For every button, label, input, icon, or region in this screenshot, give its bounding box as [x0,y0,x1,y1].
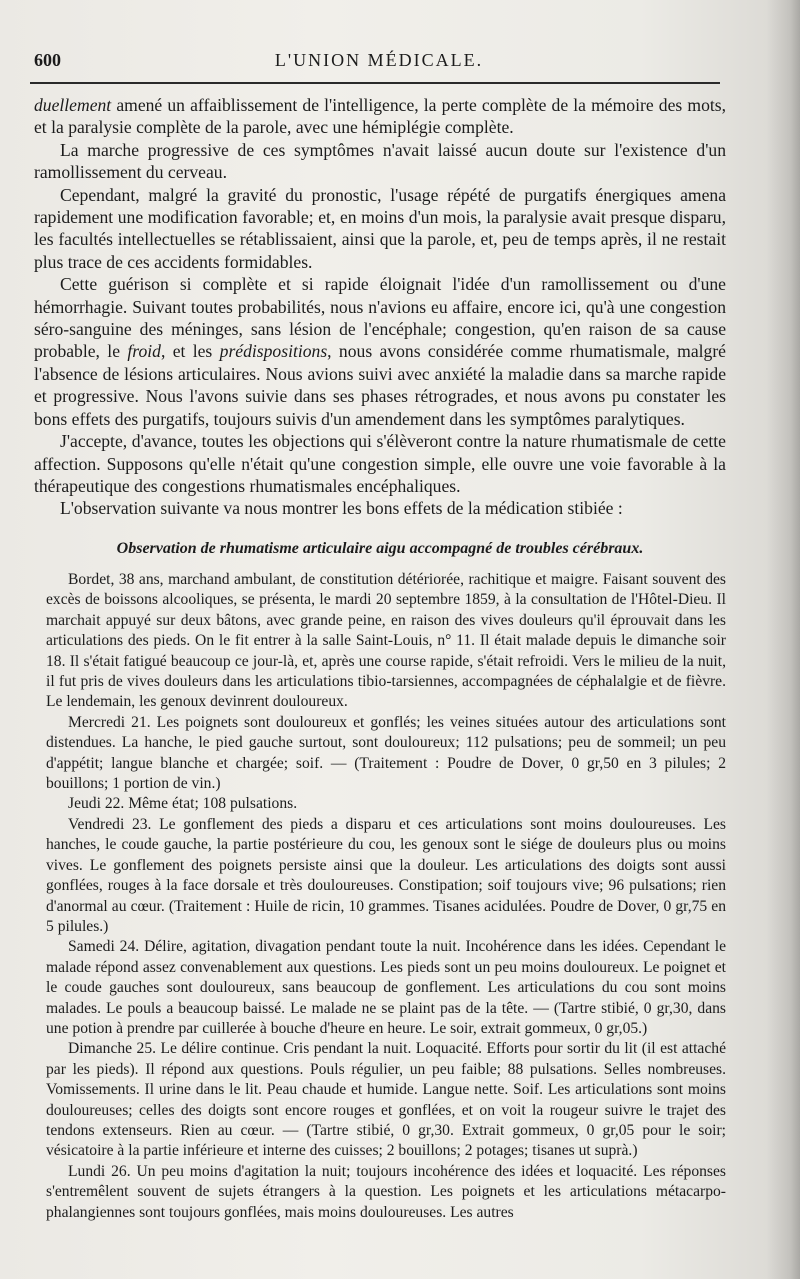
intro-text [34,94,726,520]
intro-paragraph-4-b: , et les [160,341,220,362]
observation-paragraph: Lundi 26. Un peu moins d'agitation la nuit; toujours incohérence des idées et loquacité. Les réponses s'entremêlent souvent de sujets étrangers à la question. Les poignets et les articulations métacarpo-phalangiennes sont toujours gonflées, mais moins douloureuses. Les autres [46,1162,726,1221]
observation-paragraph: Samedi 24. Délire, agitation, divagation pendant toute la nuit. Incohérence dans les idées. Cependant le malade répond assez convenablement aux questions. Les pieds sont un peu moins douloureux. Le poignet et le coude gauches sont douloureux, sans beaucoup de gonflement. Les articulations du cou sont moins malades. Le pouls a beaucoup baissé. Le malade ne se plaint pas de la tête. — (Tartre stibié, 0 gr,30, dans une potion à prendre par cuillerée à bouche d'heure en heure. Le soir, extrait gommeux, 0 gr,05.) [46,938,726,1037]
page-header [34,46,724,74]
intro-paragraph-4-c: , nous avons considérée comme rhumatismale, malgré l'absence de lésions articulaires. Nous avions suivi avec anxiété la maladie dans sa marche rapide et progressive. Nous l'avons suivie dans ses phases rétrogrades, et nous avons pu constater les bons effets des purgatifs, toujours suivis d'un amendement dans les symptômes paralytiques. [34,341,726,429]
intro-paragraph-4-a: Cette guérison si complète et si rapide éloignait l'idée d'un ramollissement ou d'une hémorrhagie. Suivant toutes probabilités, nous n'avions eu affaire, encore ici, qu'à une congestion séro-sanguine des méninges, sans lésion de l'encéphale; congestion, qu'en raison de sa cause probable, le [34,274,726,362]
intro-paragraph-5: J'accepte, d'avance, toutes les objections qui s'élèveront contre la nature rhumatismale de cette affection. Supposons qu'elle n'était qu'une congestion simple, elle ouvre une voie favorable à la thérapeutique des congestions rhumatismales encéphaliques. [34,431,726,496]
intro-paragraph-4 [34,273,726,430]
intro-paragraph-1 [34,94,726,139]
observation-paragraph: Jeudi 22. Même état; 108 pulsations. [68,795,298,813]
running-title: L'UNION MÉDICALE. [274,50,484,70]
page-number: 600 [34,50,61,70]
observation-title: Observation de rhumatisme articulaire aigu accompagné de troubles cérébraux. [116,540,644,557]
page-edge-shadow [766,0,800,1279]
header-rule [30,82,720,84]
intro-paragraph-6: L'observation suivante va nous montrer les bons effets de la médication stibiée : [60,498,623,519]
observation-paragraph: Bordet, 38 ans, marchand ambulant, de constitution détériorée, rachitique et maigre. Faisant souvent des excès de boissons alcooliques, se présenta, le mardi 20 septembre 1859, à la consultation de l'Hôtel-Dieu. Il marchait appuyé sur deux bâtons, avec grande peine, en raison des vives douleurs qu'il éprouvait dans les articulations des pieds. On le fit entrer à la salle Saint-Louis, n° 11. Il était malade depuis le dimanche soir 18. Il s'était fatigué beaucoup ce jour-là, et, après une course rapide, s'était refroidi. Vers le milieu de la nuit, il fut pris de vives douleurs dans les articulations tibio-tarsiennes, accompagnées de céphalalgie et de fièvre. Le lendemain, les genoux devinrent douloureux. [46,571,726,711]
observation-text [46,570,726,1223]
observation-paragraph: Dimanche 25. Le délire continue. Cris pendant la nuit. Loquacité. Efforts pour sortir du lit (il est attaché par les pieds). Il répond aux questions. Pouls régulier, un peu faible; 88 pulsations. Selles nombreuses. Vomissements. Il urine dans le lit. Peau chaude et humide. Langue nette. Soif. Les articulations sont moins douloureuses; celles des doigts sont encore rouges et gonflées, et on voit la rougeur suivre le trajet des tendons extenseurs. Rien au cœur. — (Tartre stibié, 0 gr,30. Extrait gommeux, 0 gr,05 pour le soir; vésicatoire à la partie inférieure et interne des cuisses; 2 bouillons; 2 potages; tisanes ut suprà.) [46,1040,726,1160]
intro-paragraph-2: La marche progressive de ces symptômes n'avait laissé aucun doute sur l'existence d'un ramollissement du cerveau. [34,139,726,183]
intro-paragraph-1-text: amené un affaiblissement de l'intelligence, la perte complète de la mémoire des mots, et la paralysie complète de la parole, avec une hémiplégie complète. [34,95,726,138]
observation-paragraph: Vendredi 23. Le gonflement des pieds a disparu et ces articulations sont moins douloureuses. Les hanches, le coude gauche, la partie postérieure du cou, les genoux sont le siége de douleurs plus ou moins vives. Le gonflement des poignets persiste ainsi que la douleur. Les articulations des doigts sont aussi gonflées, rouges à la face dorsale et très douloureuses. Constipation; soif toujours vive; 96 pulsations; rien d'anormal au cœur. (Traitement : Huile de ricin, 10 grammes. Tisanes acidulées. Poudre de Dover, 0 gr,75 en 5 pilules.) [46,815,726,935]
intro-paragraph-3: Cependant, malgré la gravité du pronostic, l'usage répété de purgatifs énergiques amena rapidement une modification favorable; et, en moins d'un mois, la paralysie avait presque disparu, les facultés intellectuelles se rétablissaient, ainsi que la parole, et, peu de temps après, il ne restait plus trace de ces accidents formidables. [34,184,726,272]
intro-lead-italic: duellement [34,95,112,115]
intro-italic-predispositions: prédispositions [219,341,328,362]
intro-italic-froid: froid [127,341,161,362]
observation-paragraph: Mercredi 21. Les poignets sont douloureux et gonflés; les veines situées autour des articulations sont distendues. La hanche, le pied gauche surtout, sont douloureux; 112 pulsations; peu de sommeil; un peu d'appétit; langue blanche et chargée; soif. — (Traitement : Poudre de Dover, 0 gr,50 en 3 pilules; 2 bouillons; 1 portion de vin.) [46,713,726,793]
